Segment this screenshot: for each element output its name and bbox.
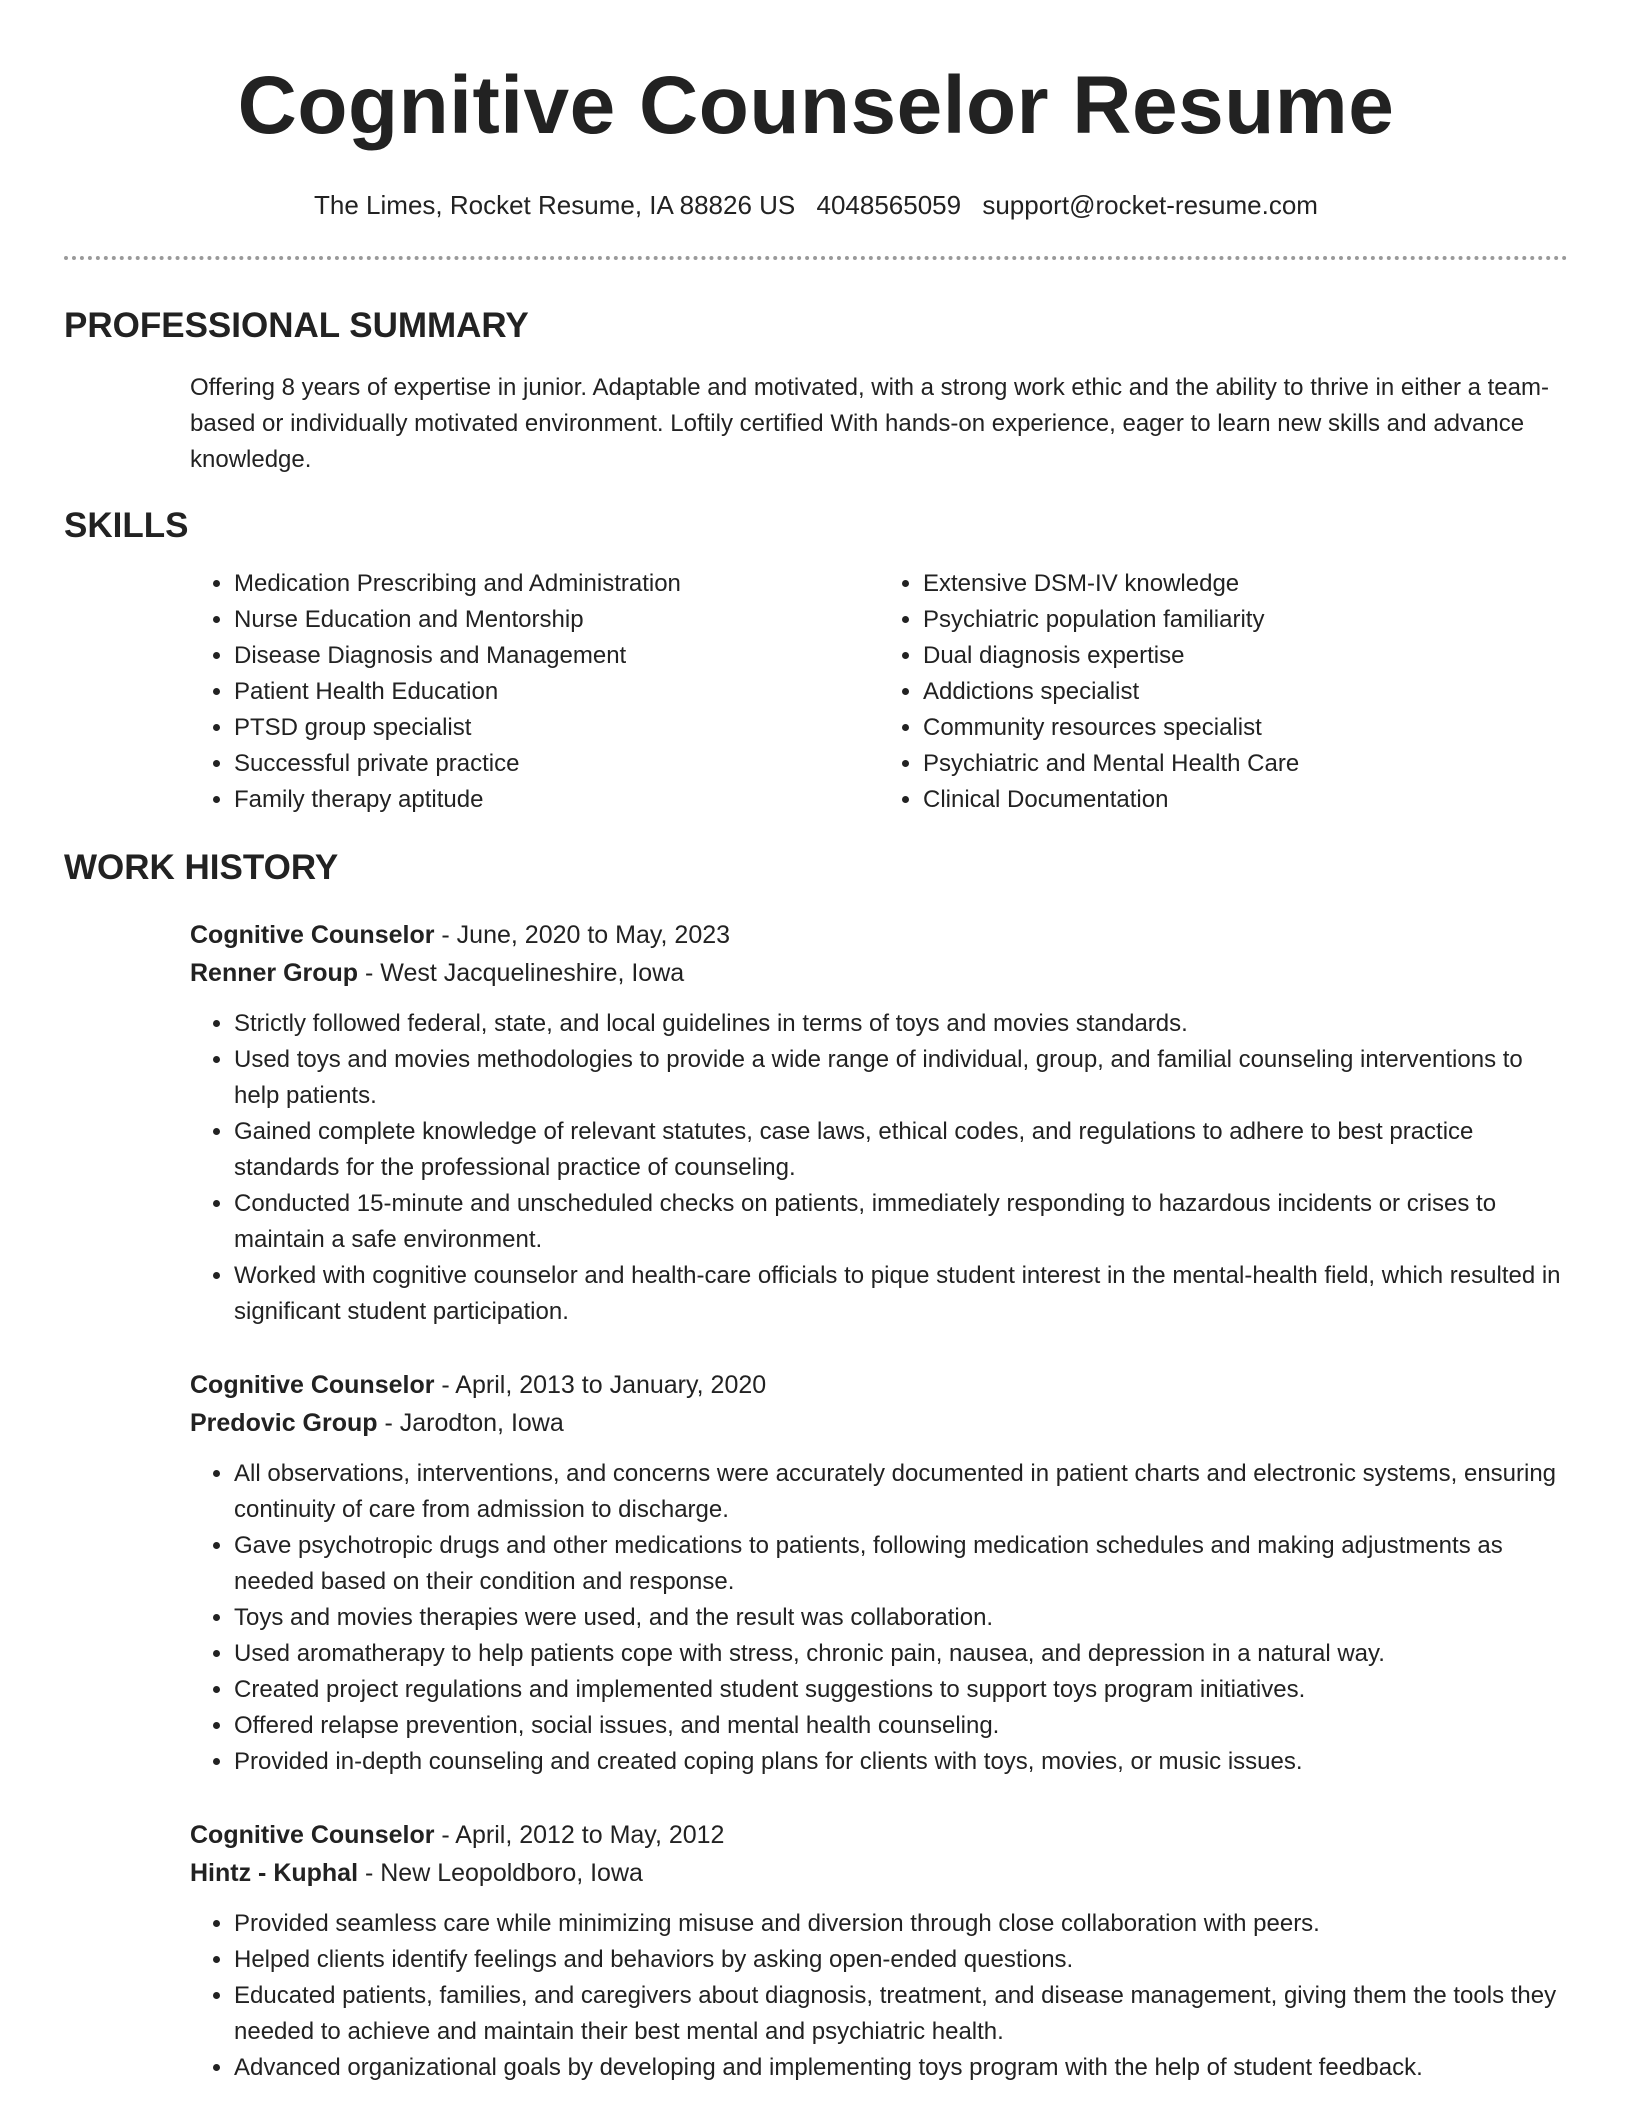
contact-address: The Limes, Rocket Resume, IA 88826 US [314, 190, 796, 220]
job-title-line [190, 916, 1568, 954]
contact-email: support@rocket-resume.com [982, 190, 1318, 220]
job-dates: - April, 2013 to January, 2020 [434, 1371, 767, 1399]
job-location: - West Jacquelineshire, Iowa [358, 959, 685, 987]
job-role: Cognitive Counselor [190, 1821, 435, 1849]
job-title-line [190, 1366, 1568, 1404]
job-bullets [190, 1906, 1568, 2086]
job-location: - New Leopoldboro, Iowa [358, 1859, 643, 1887]
job-bullet: • Provided in-depth counseling and created coping plans for clients with toys, movies, or music issues. [234, 1744, 1568, 1780]
job-location: - Jarodton, Iowa [377, 1409, 564, 1437]
job-title-line [190, 1816, 1568, 1854]
skill-item: • Community resources specialist [923, 710, 1568, 746]
summary-heading: PROFESSIONAL SUMMARY [64, 306, 529, 345]
job-company: Predovic Group [190, 1409, 378, 1437]
header-divider [64, 256, 1568, 260]
job-role: Cognitive Counselor [190, 921, 435, 949]
job-company: Renner Group [190, 959, 359, 987]
job-bullet: • Used aromatherapy to help patients cope with stress, chronic pain, nausea, and depression in a natural way. [234, 1636, 1568, 1672]
job-entry [190, 1366, 1568, 1442]
job-bullet: • Gave psychotropic drugs and other medications to patients, following medication schedules and making adjustments as needed based on their condition and response. [234, 1528, 1568, 1600]
skill-item: • Addictions specialist [923, 674, 1568, 710]
job-entry [190, 1816, 1568, 1892]
skills-heading: SKILLS [64, 506, 189, 545]
skill-item: • Extensive DSM-IV knowledge [923, 566, 1568, 602]
job-company-line [190, 1404, 1568, 1442]
job-dates: - April, 2012 to May, 2012 [434, 1821, 725, 1849]
skills-column-right [879, 566, 1568, 818]
job-bullet: • All observations, interventions, and concerns were accurately documented in patient charts and electronic systems, ensuring continuity of care from admission to discharge. [234, 1456, 1568, 1528]
contact-line [64, 188, 1568, 222]
job-company: Hintz - Kuphal [190, 1859, 359, 1887]
job-bullet: • Educated patients, families, and caregivers about diagnosis, treatment, and disease management, giving them the tools they needed to achieve and maintain their best mental and psychiatric health. [234, 1978, 1568, 2050]
skill-item: • Disease Diagnosis and Management [234, 638, 879, 674]
job-bullet: • Advanced organizational goals by developing and implementing toys program with the help of student feedback. [234, 2050, 1568, 2086]
contact-phone: 4048565059 [816, 190, 962, 220]
job-bullet: • Offered relapse prevention, social issues, and mental health counseling. [234, 1708, 1568, 1744]
skill-item: • Family therapy aptitude [234, 782, 879, 818]
skill-item: • Patient Health Education [234, 674, 879, 710]
skill-item: • Nurse Education and Mentorship [234, 602, 879, 638]
job-dates: - June, 2020 to May, 2023 [434, 921, 731, 949]
job-bullet: • Helped clients identify feelings and behaviors by asking open-ended questions. [234, 1942, 1568, 1978]
job-bullet: • Strictly followed federal, state, and local guidelines in terms of toys and movies standards. [234, 1006, 1568, 1042]
skill-item: • Medication Prescribing and Administration [234, 566, 879, 602]
job-bullet: • Worked with cognitive counselor and health-care officials to pique student interest in the mental-health field, which resulted in significant student participation. [234, 1258, 1568, 1330]
skill-item: • Psychiatric population familiarity [923, 602, 1568, 638]
job-entry [190, 916, 1568, 992]
skills-column-left [190, 566, 879, 818]
job-bullets [190, 1006, 1568, 1330]
skill-item: • PTSD group specialist [234, 710, 879, 746]
job-bullet: • Provided seamless care while minimizing misuse and diversion through close collaboration with peers. [234, 1906, 1568, 1942]
job-company-line [190, 954, 1568, 992]
job-bullets [190, 1456, 1568, 1780]
job-role: Cognitive Counselor [190, 1371, 435, 1399]
skill-item: • Clinical Documentation [923, 782, 1568, 818]
job-bullet: • Created project regulations and implemented student suggestions to support toys program initiatives. [234, 1672, 1568, 1708]
job-bullet: • Gained complete knowledge of relevant statutes, case laws, ethical codes, and regulations to adhere to best practice standards for the professional practice of counseling. [234, 1114, 1568, 1186]
work-history-heading: WORK HISTORY [64, 848, 339, 887]
job-bullet: • Conducted 15-minute and unscheduled checks on patients, immediately responding to hazardous incidents or crises to maintain a safe environment. [234, 1186, 1568, 1258]
skill-item: • Dual diagnosis expertise [923, 638, 1568, 674]
skill-item: • Successful private practice [234, 746, 879, 782]
skill-item: • Psychiatric and Mental Health Care [923, 746, 1568, 782]
job-company-line [190, 1854, 1568, 1892]
job-bullet: • Used toys and movies methodologies to provide a wide range of individual, group, and familial counseling interventions to help patients. [234, 1042, 1568, 1114]
resume-title: Cognitive Counselor Resume [237, 60, 1395, 151]
skills-list [64, 566, 1568, 818]
summary-text: Offering 8 years of expertise in junior. Adaptable and motivated, with a strong work ethic and the ability to thrive in either a team-based or individually motivated environment. Loftily certified With hands-on experience, eager to learn new skills and advance knowledge. [190, 374, 1549, 473]
job-bullet: • Toys and movies therapies were used, and the result was collaboration. [234, 1600, 1568, 1636]
